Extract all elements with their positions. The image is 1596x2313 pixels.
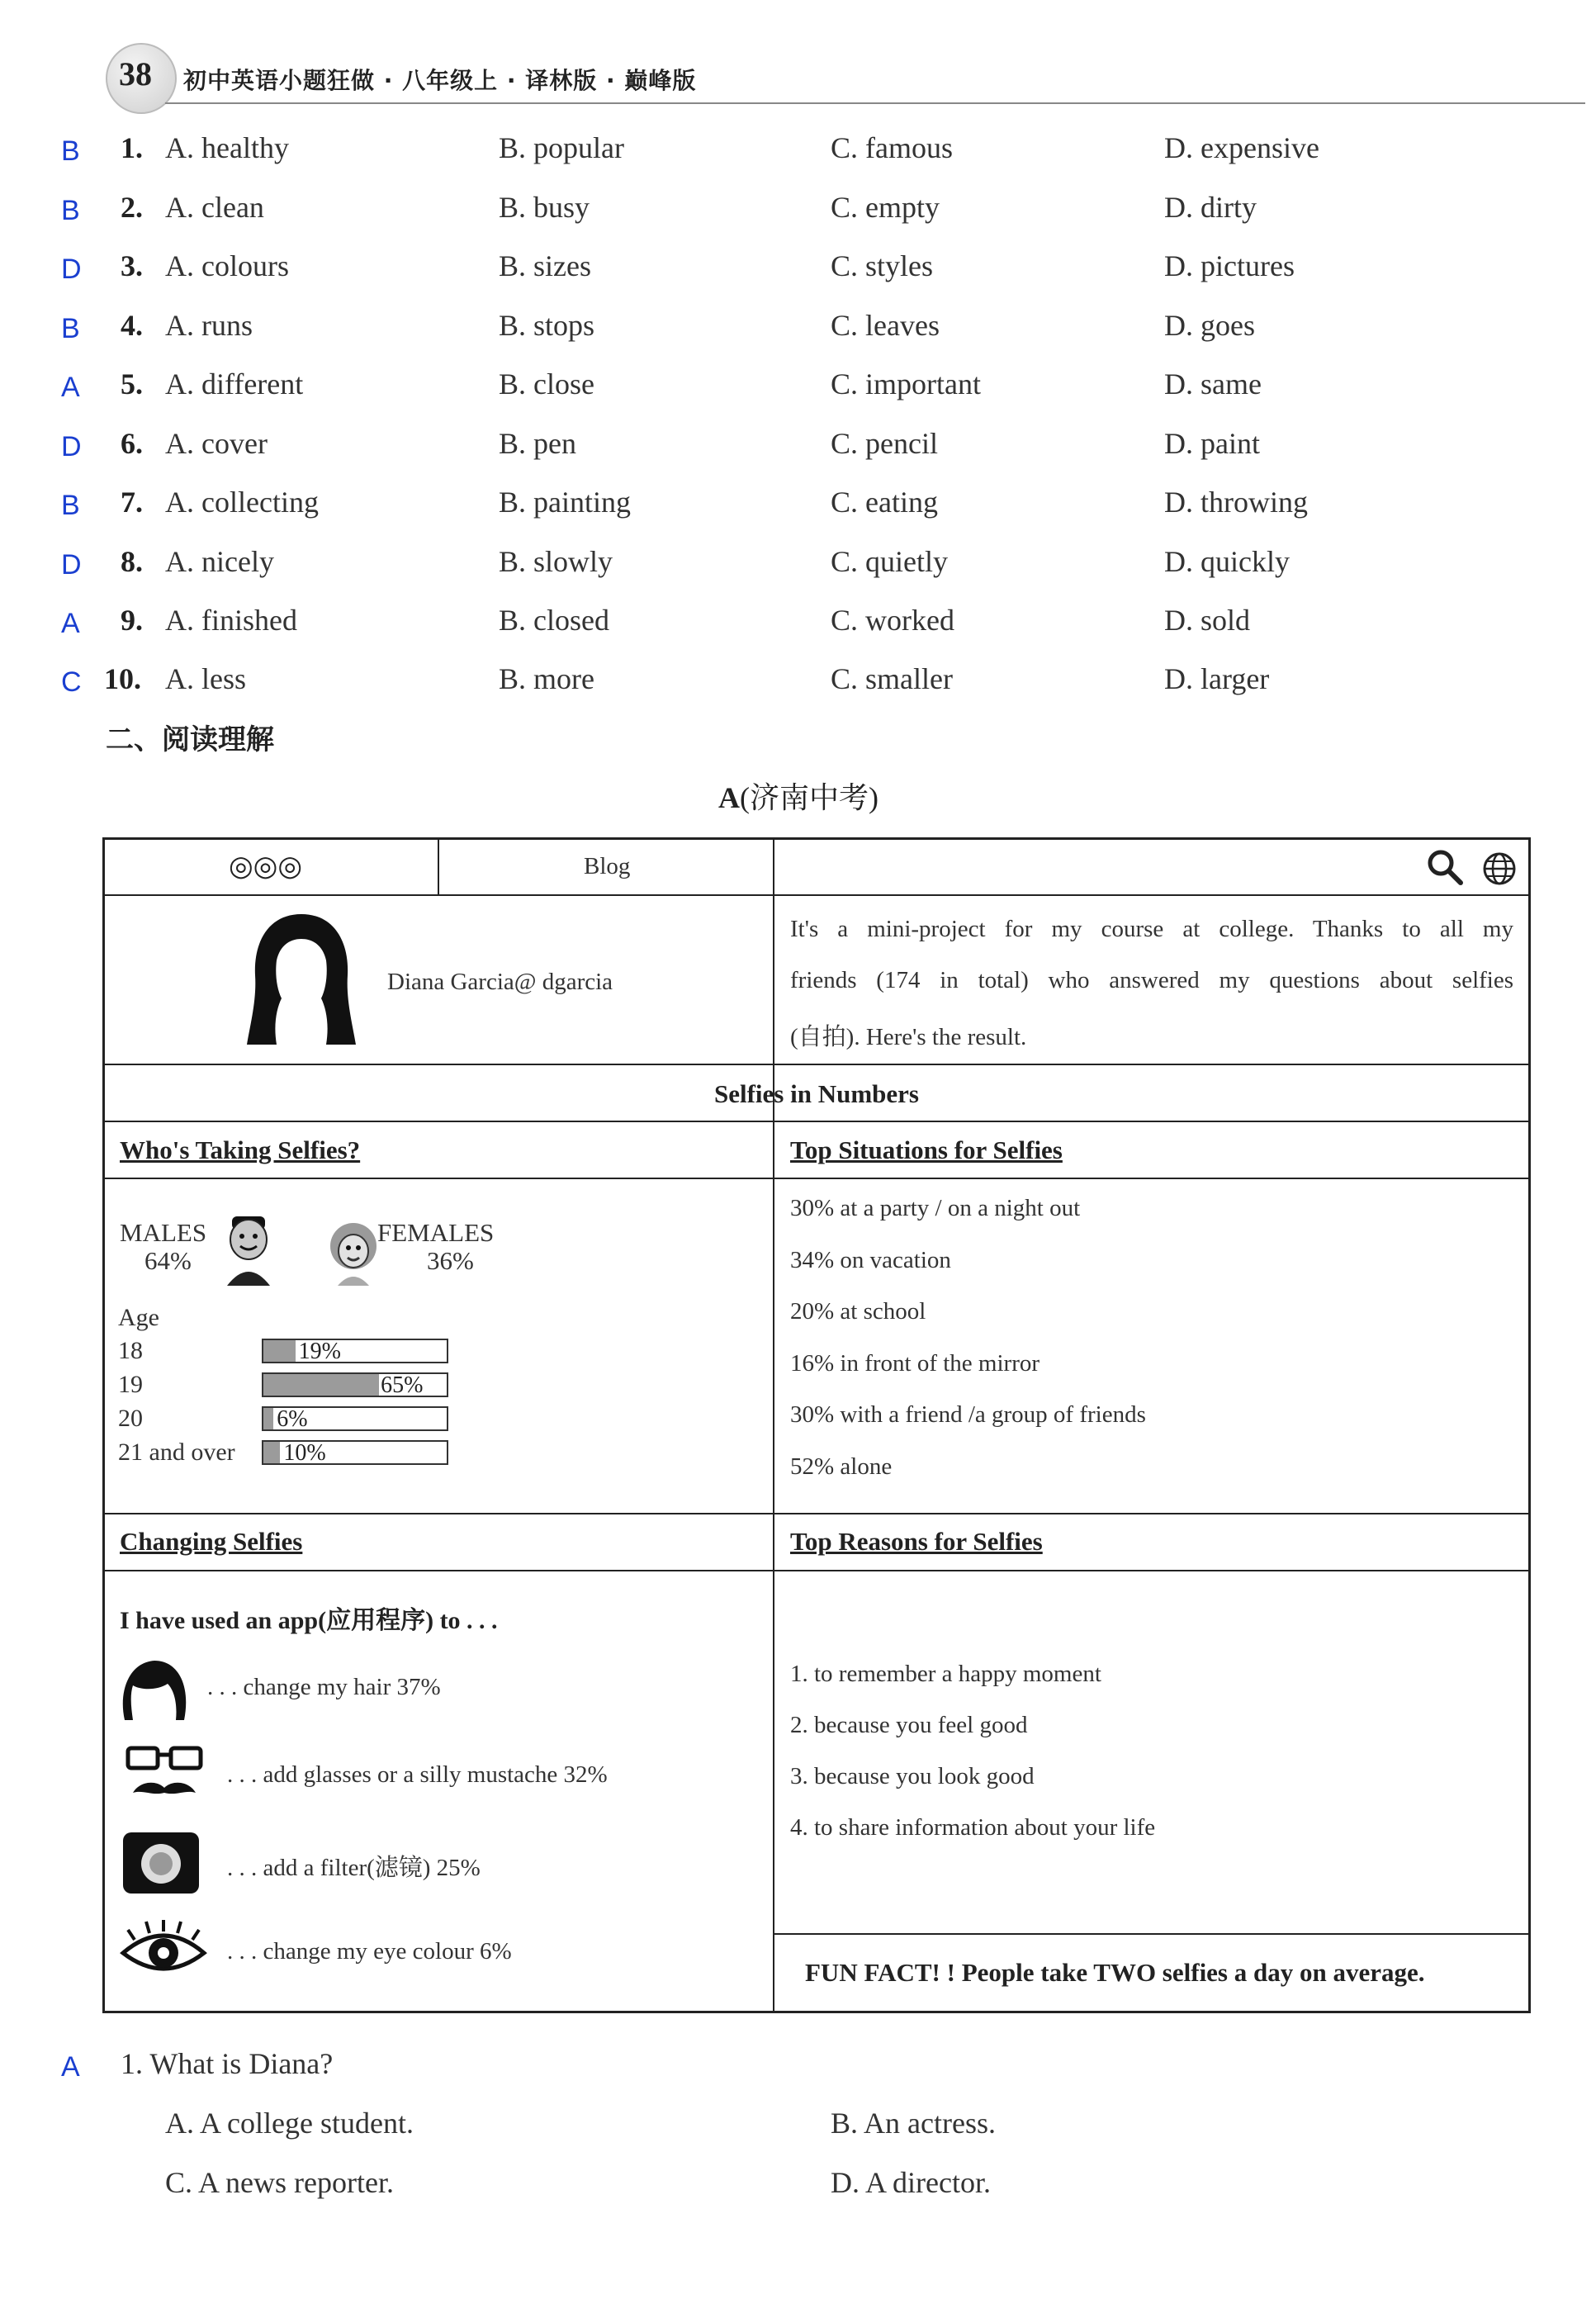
option-a: A. nicely	[165, 545, 274, 578]
option-b: B. stops	[499, 309, 595, 342]
option-d: D. larger	[1164, 662, 1270, 695]
situation-item: 52% alone	[790, 1453, 893, 1480]
divider	[438, 840, 439, 894]
question-number: 1.	[121, 131, 143, 164]
app-item-eye: . . . change my eye colour 6%	[227, 1938, 512, 1965]
option-d: D. goes	[1164, 309, 1255, 342]
option-d: D. pictures	[1164, 249, 1295, 282]
divider	[773, 840, 774, 2011]
option-c: C. pencil	[831, 427, 938, 460]
who-title: Who's Taking Selfies?	[120, 1135, 361, 1164]
age-bar-fill	[263, 1442, 280, 1463]
divider	[105, 1570, 1528, 1571]
answer-letter: D	[61, 549, 82, 581]
reason-item: 3. because you look good	[790, 1763, 1035, 1789]
app-intro: I have used an app(应用程序) to . . .	[120, 1607, 498, 1634]
question-stem: 1. What is Diana?	[121, 2047, 334, 2080]
intro-line-3: (自拍). Here's the result.	[790, 1024, 1027, 1050]
female-face-icon	[326, 1221, 381, 1287]
page-number: 38	[119, 55, 152, 92]
situation-item: 16% in front of the mirror	[790, 1349, 1040, 1377]
answer-letter: D	[61, 254, 82, 285]
answer-letter: D	[61, 431, 82, 462]
age-bar-fill	[263, 1374, 379, 1396]
question-number: 7.	[121, 486, 143, 519]
option-c: C. empty	[831, 191, 940, 224]
option-a: A. finished	[165, 604, 297, 637]
option-b: B. closed	[499, 604, 609, 637]
intro-line-1: It's a mini-project for my course at college. Thanks to all my	[790, 916, 1513, 942]
answer-letter: B	[61, 313, 80, 344]
reasons-title: Top Reasons for Selfies	[790, 1527, 1043, 1556]
male-face-icon	[220, 1213, 275, 1287]
blog-table	[102, 837, 1531, 2013]
option-b: B. close	[499, 367, 594, 401]
book-title: 初中英语小题狂做 · 八年级上 · 译林版 · 巅峰版	[183, 67, 697, 94]
age-bar-2	[262, 1406, 448, 1431]
question-number: 6.	[121, 427, 143, 460]
divider	[105, 1178, 1528, 1179]
option-d: D. throwing	[1164, 486, 1308, 519]
situation-item: 30% at a party / on a night out	[790, 1195, 1081, 1221]
question-number: 9.	[121, 604, 143, 637]
app-item-glasses: . . . add glasses or a silly mustache 32%	[227, 1761, 608, 1788]
age-label-2: 20	[118, 1405, 143, 1432]
option-a: A. cover	[165, 427, 268, 460]
search-icon[interactable]	[1426, 848, 1464, 886]
option-a: A. collecting	[165, 486, 319, 519]
option-c: C. styles	[831, 249, 934, 282]
situations-title: Top Situations for Selfies	[790, 1135, 1063, 1164]
passage-source: (济南中考)	[740, 781, 879, 814]
option-d: D. dirty	[1164, 191, 1257, 224]
globe-icon[interactable]	[1482, 851, 1517, 886]
reason-item: 4. to share information about your life	[790, 1814, 1156, 1841]
age-label-0: 18	[118, 1337, 143, 1364]
option-c: C. eating	[831, 486, 938, 519]
age-bar-0	[262, 1339, 448, 1363]
age-label-1: 19	[118, 1371, 143, 1398]
situation-item: 30% with a friend /a group of friends	[790, 1401, 1146, 1428]
option-b: B. pen	[499, 427, 576, 460]
divider	[105, 894, 1528, 896]
option-a: A. less	[165, 662, 246, 695]
question-option-a: A. A college student.	[165, 2107, 414, 2140]
eye-icon	[118, 1915, 209, 1984]
divider	[105, 1513, 1528, 1514]
divider	[105, 1121, 1528, 1122]
glasses-mustache-icon	[125, 1745, 204, 1811]
section-title: Selfies in Numbers	[714, 1079, 919, 1108]
age-bar-value: 19%	[298, 1339, 341, 1364]
option-c: C. famous	[831, 131, 953, 164]
males-label: MALES	[120, 1218, 207, 1247]
option-c: C. worked	[831, 604, 954, 637]
question-option-d: D. A director.	[831, 2166, 991, 2199]
age-label-3: 21 and over	[118, 1439, 235, 1466]
question-option-c: C. A news reporter.	[165, 2166, 394, 2199]
question-number: 10.	[104, 662, 141, 695]
question-number: 8.	[121, 545, 143, 578]
blog-label: Blog	[584, 853, 631, 879]
option-d: D. same	[1164, 367, 1262, 401]
answer-letter: B	[61, 490, 80, 521]
fun-fact: FUN FACT! ! People take TWO selfies a day on average.	[805, 1958, 1425, 1987]
option-a: A. runs	[165, 309, 253, 342]
option-d: D. expensive	[1164, 131, 1319, 164]
question-number: 5.	[121, 367, 143, 401]
option-c: C. quietly	[831, 545, 948, 578]
hair-icon	[116, 1657, 191, 1723]
question-option-b: B. An actress.	[831, 2107, 996, 2140]
option-b: B. painting	[499, 486, 631, 519]
question-number: 3.	[121, 249, 143, 282]
reason-item: 1. to remember a happy moment	[790, 1661, 1101, 1687]
divider	[105, 1064, 1528, 1065]
situation-item: 20% at school	[790, 1298, 926, 1325]
answer-letter: B	[61, 195, 80, 226]
window-dots: ◎◎◎	[229, 850, 303, 883]
changing-title: Changing Selfies	[120, 1527, 303, 1556]
blog-user: Diana Garcia@ dgarcia	[387, 969, 613, 995]
section-heading: 二、阅读理解	[106, 723, 274, 756]
app-item-filter: . . . add a filter(滤镜) 25%	[227, 1855, 481, 1881]
option-a: A. colours	[165, 249, 289, 282]
answer-letter: A	[61, 372, 80, 403]
question-number: 4.	[121, 309, 143, 342]
option-b: B. slowly	[499, 545, 613, 578]
divider	[774, 1933, 1528, 1935]
option-c: C. smaller	[831, 662, 953, 695]
age-bar-value: 6%	[277, 1406, 308, 1432]
option-d: D. quickly	[1164, 545, 1290, 578]
app-item-hair: . . . change my hair 37%	[207, 1674, 441, 1700]
option-b: B. popular	[499, 131, 624, 164]
question-answer: A	[61, 2051, 80, 2083]
option-b: B. more	[499, 662, 594, 695]
passage-title	[718, 775, 879, 817]
avatar	[244, 909, 359, 1050]
age-bar-value: 10%	[283, 1440, 326, 1466]
age-bar-fill	[263, 1340, 296, 1362]
option-b: B. busy	[499, 191, 590, 224]
option-a: A. different	[165, 367, 304, 401]
option-d: D. paint	[1164, 427, 1260, 460]
age-bar-3	[262, 1440, 448, 1465]
question-number: 2.	[121, 191, 143, 224]
answer-letter: B	[61, 135, 80, 167]
answer-letter: C	[61, 666, 82, 698]
age-bar-fill	[263, 1408, 273, 1429]
males-pct: 64%	[144, 1246, 192, 1275]
passage-letter: A	[718, 781, 740, 814]
females-label: FEMALES	[377, 1218, 495, 1247]
camera-filter-icon	[120, 1829, 202, 1897]
age-bar-1	[262, 1372, 448, 1397]
option-d: D. sold	[1164, 604, 1251, 637]
females-pct: 36%	[427, 1246, 474, 1275]
option-a: A. clean	[165, 191, 264, 224]
reason-item: 2. because you feel good	[790, 1712, 1028, 1738]
answer-letter: A	[61, 608, 80, 639]
option-b: B. sizes	[499, 249, 591, 282]
option-c: C. leaves	[831, 309, 940, 342]
option-c: C. important	[831, 367, 981, 401]
option-a: A. healthy	[165, 131, 289, 164]
situation-item: 34% on vacation	[790, 1246, 951, 1273]
header-divider	[165, 102, 1585, 104]
intro-line-2: friends (174 in total) who answered my questions about selfies	[790, 967, 1513, 993]
age-bar-value: 65%	[381, 1372, 424, 1398]
age-label: Age	[118, 1304, 159, 1331]
